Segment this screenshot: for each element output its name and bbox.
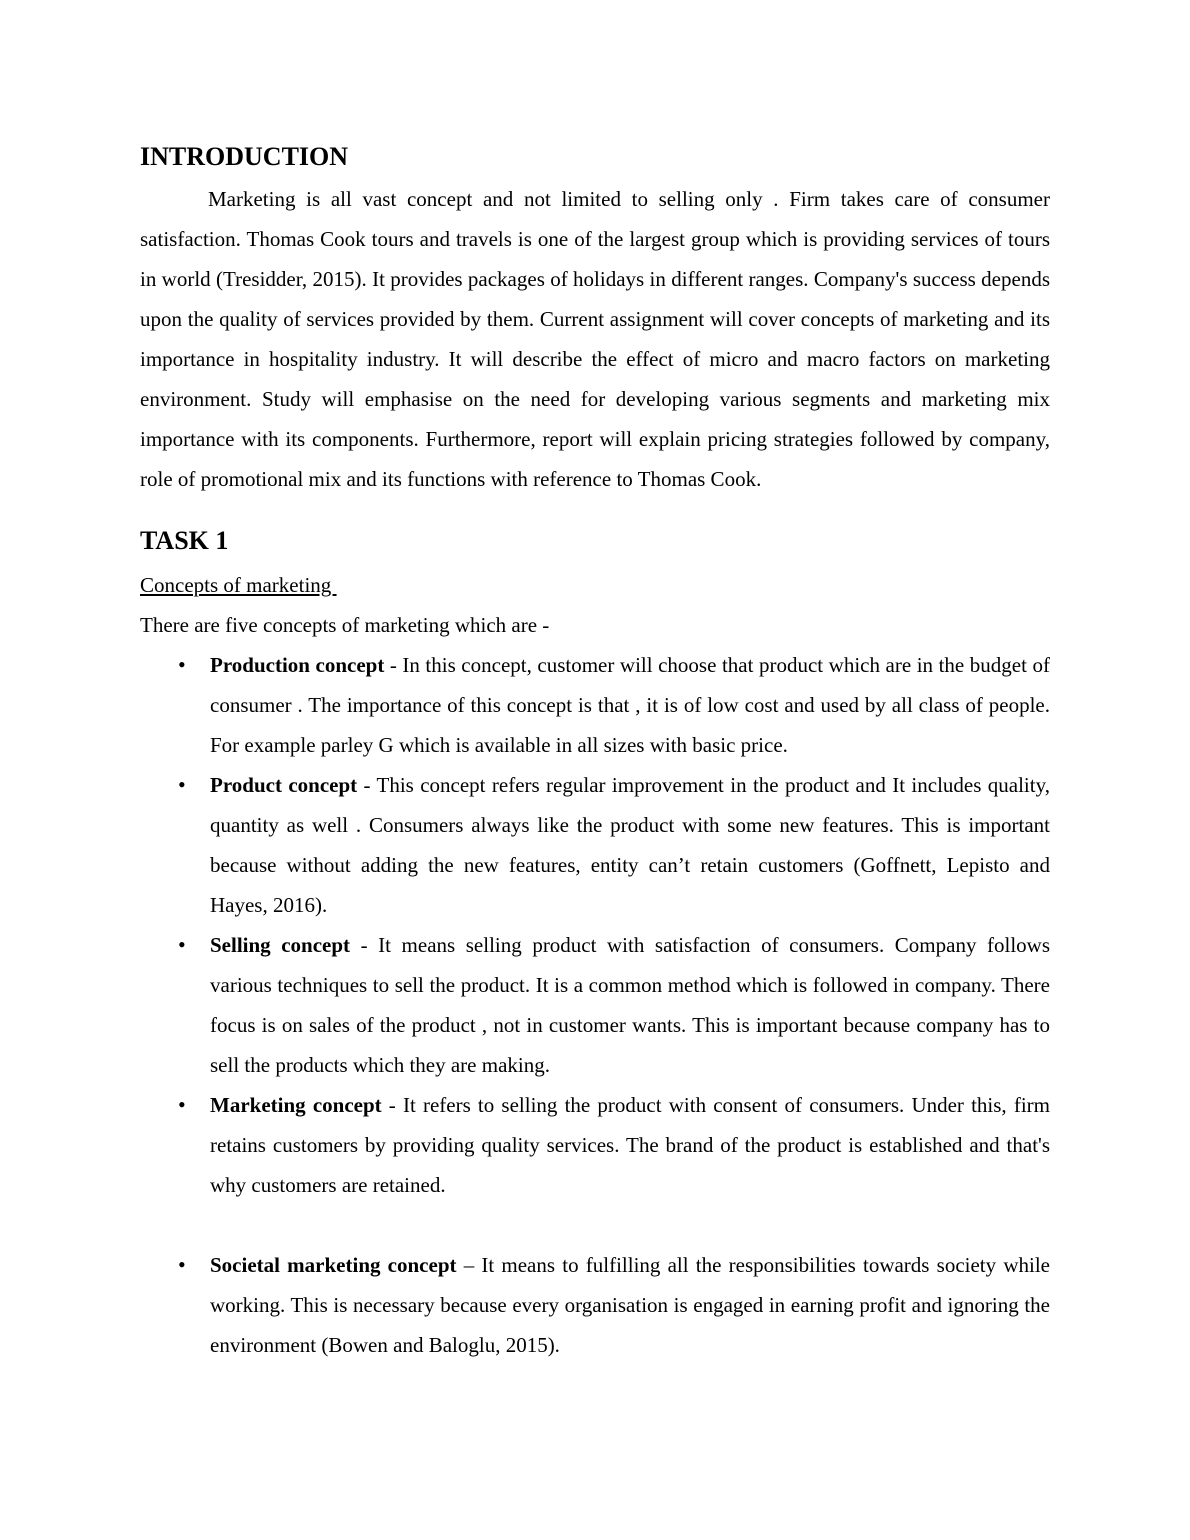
concepts-lead: There are five concepts of marketing which are -	[140, 613, 550, 637]
task1-heading: TASK 1	[140, 526, 229, 555]
intro-paragraph: Marketing is all vast concept and not limited to selling only . Firm takes care of consumer satisfaction. Thomas Cook tours and travels is one of the largest group which is providing services of tours in world (Tresidder, 2015). It provides packages of holidays in different ranges. Company's success depends upon the quality of services provided by them. Current assignment will cover concepts of marketing and its importance in hospitality industry. It will describe the effect of micro and macro factors on marketing environment. Study will emphasise on the need for developing various segments and marketing mix importance with its components. Furthermore, report will explain pricing strategies followed by company, role of promotional mix and its functions with reference to Thomas Cook.	[140, 187, 1050, 491]
list-item-product-concept	[140, 765, 1050, 925]
bullet-icon: •	[178, 932, 186, 957]
list-item-marketing-concept	[140, 1085, 1050, 1205]
concept-description: - It refers to selling the product with consent of consumers. Under this, firm retains customers by providing quality services. The brand of the product is established and that's why customers are retained.	[210, 1093, 1051, 1197]
bullet-icon: •	[178, 1092, 186, 1117]
intro-heading: INTRODUCTION	[140, 142, 349, 171]
concepts-list	[140, 645, 1050, 1365]
concept-description: – It means to fulfilling all the responsibilities towards society while working. This is necessary because every organisation is engaged in earning profit and ignoring the environment (Bowen and Baloglu, 2015).	[210, 1253, 1050, 1357]
bullet-icon: •	[178, 772, 186, 797]
concept-term: Selling concept	[210, 933, 351, 957]
concepts-subheading	[140, 565, 1050, 605]
concept-term: Product concept	[210, 773, 358, 797]
concept-term: Production concept	[210, 653, 385, 677]
bullet-icon: •	[178, 1252, 186, 1277]
concept-description: - This concept refers regular improvement in the product and It includes quality, quantity as well . Consumers always like the product with some new features. This is important because without adding the new features, entity can’t retain customers (Goffnett, Lepisto and Hayes, 2016).	[210, 773, 1050, 917]
concept-term: Societal marketing concept	[210, 1253, 457, 1277]
concepts-subheading-text: Concepts of marketing	[140, 573, 337, 597]
concept-term: Marketing concept	[210, 1093, 382, 1117]
list-item-selling-concept	[140, 925, 1050, 1085]
list-item-production-concept	[140, 645, 1050, 765]
concept-description: - It means selling product with satisfaction of consumers. Company follows various techniques to sell the product. It is a common method which is followed in company. There focus is on sales of the product , not in customer wants. This is important because company has to sell the products which they are making.	[210, 933, 1050, 1077]
list-item-societal-marketing-concept	[140, 1245, 1050, 1365]
bullet-icon: •	[178, 652, 186, 677]
concept-description: - In this concept, customer will choose that product which are in the budget of consumer . The importance of this concept is that , it is of low cost and used by all class of people. For example parley G which is available in all sizes with basic price.	[210, 653, 1050, 757]
